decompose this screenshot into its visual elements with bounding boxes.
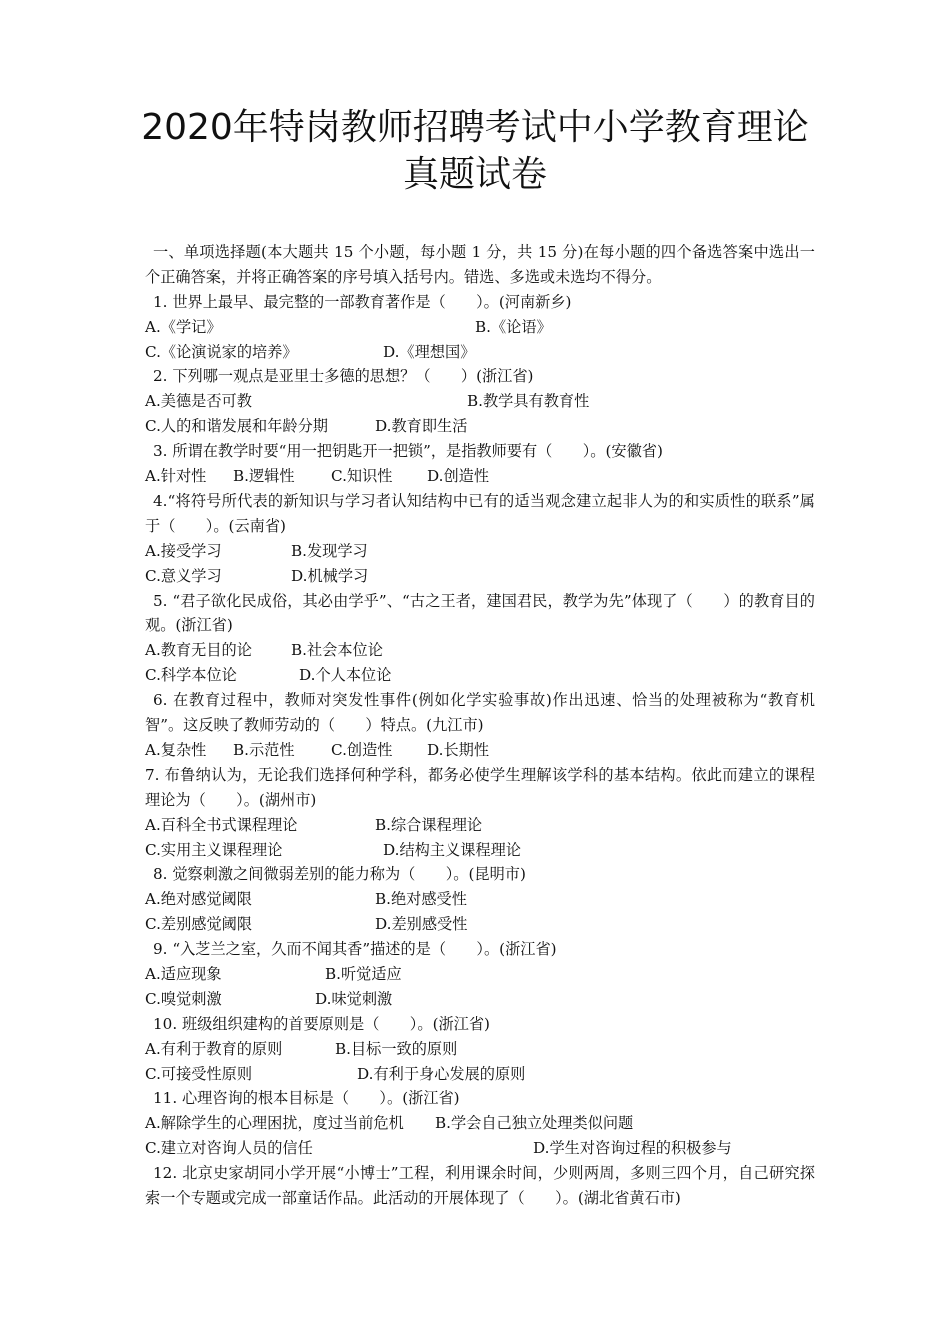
option-c: C.嗅觉刺激 (145, 989, 222, 1008)
option-c: C.《论演说家的培养》 (145, 342, 298, 361)
option-a: A.有利于教育的原则 (145, 1039, 283, 1058)
option-b: B.示范性 (233, 740, 295, 759)
question-stem: 11. 心理咨询的根本目标是（ ）。(浙江省) (153, 1089, 460, 1108)
option-d: D.有利于身心发展的原则 (357, 1064, 526, 1083)
question-stem: 3. 所谓在教学时要“用一把钥匙开一把锁”，是指教师要有（ ）。(安徽省) (153, 442, 663, 461)
question-options (145, 340, 815, 365)
exam-content (145, 240, 815, 1211)
question-options (145, 987, 815, 1012)
option-b: B.目标一致的原则 (335, 1039, 458, 1058)
question-options (145, 1111, 815, 1136)
question-options (145, 389, 815, 414)
option-c: C.科学本位论 (145, 666, 237, 685)
option-a: A.接受学习 (145, 541, 222, 560)
option-a: A.绝对感觉阈限 (145, 890, 252, 909)
option-a: A.复杂性 (145, 740, 207, 759)
option-a: A.百科全书式课程理论 (145, 815, 298, 834)
option-d: D.教育即生活 (375, 417, 468, 436)
option-a: A.美德是否可教 (145, 392, 252, 411)
question-options (145, 414, 815, 439)
option-c: C.差别感觉阈限 (145, 915, 253, 934)
option-c: C.人的和谐发展和年龄分期 (145, 417, 328, 436)
question-options (145, 838, 815, 863)
question-options (145, 738, 815, 763)
question-options (145, 962, 815, 987)
option-d: D.个人本位论 (299, 666, 392, 685)
question-stem: 4.“将符号所代表的新知识与学习者认知结构中已有的适当观念建立起非人为的和实质性的联系”属于（ ）。(云南省) (145, 491, 815, 535)
option-c: C.实用主义课程理论 (145, 840, 283, 859)
option-d: D.长期性 (427, 740, 490, 759)
option-b: B.逻辑性 (233, 467, 295, 486)
option-c: C.知识性 (331, 467, 393, 486)
option-b: B.教学具有教育性 (467, 392, 590, 411)
option-c: C.可接受性原则 (145, 1064, 253, 1083)
option-c: C.创造性 (331, 740, 393, 759)
question-stem: 10. 班级组织建构的首要原则是（ ）。(浙江省) (153, 1014, 490, 1033)
option-d: D.味觉刺激 (315, 989, 393, 1008)
page-title-line-2: 真题试卷 (402, 154, 547, 195)
option-c: C.意义学习 (145, 566, 222, 585)
option-b: B.发现学习 (291, 541, 368, 560)
option-d: D.机械学习 (291, 566, 369, 585)
question-stem: 1. 世界上最早、最完整的一部教育著作是（ ）。(河南新乡) (153, 292, 572, 311)
option-a: A.适应现象 (145, 964, 222, 983)
question-stem: 7. 布鲁纳认为，无论我们选择何种学科，都务必使学生理解该学科的基本结构。依此而建立的课程理论为（ ）。(湖州市) (145, 765, 815, 809)
option-b: B.综合课程理论 (375, 815, 483, 834)
question-options (145, 564, 815, 589)
option-c: C.建立对咨询人员的信任 (145, 1139, 313, 1158)
option-d: D.创造性 (427, 467, 490, 486)
question-stem: 5. “君子欲化民成俗，其必由学乎”、“古之王者，建国君民，教学为先”体现了（ ）的教育目的观。(浙江省) (145, 591, 815, 635)
question-options (145, 539, 815, 564)
question-options (145, 663, 815, 688)
question-stem: 6. 在教育过程中，教师对突发性事件(例如化学实验事故)作出迅速、恰当的处理被称为“教育机智”。这反映了教师劳动的（ ）特点。(九江市) (145, 691, 815, 735)
question-options (145, 912, 815, 937)
question-options (145, 813, 815, 838)
question-stem: 9. “入芝兰之室，久而不闻其香”描述的是（ ）。(浙江省) (153, 940, 557, 959)
option-b: B.听觉适应 (325, 964, 402, 983)
option-b: B.学会自己独立处理类似问题 (435, 1114, 634, 1133)
option-a: A.教育无目的论 (145, 641, 252, 660)
question-stem: 2. 下列哪一观点是亚里士多德的思想？（ ）(浙江省) (153, 367, 534, 386)
question-options (145, 1037, 815, 1062)
option-b: B.《论语》 (475, 317, 552, 336)
question-options (145, 464, 815, 489)
option-d: D.《理想国》 (383, 342, 476, 361)
option-d: D.差别感受性 (375, 915, 468, 934)
page-title-line-1: 2020年特岗教师招聘考试中小学教育理论 (141, 107, 809, 148)
option-b: B.绝对感受性 (375, 890, 467, 909)
question-options (145, 1062, 815, 1087)
section-instructions: 一、单项选择题(本大题共 15 个小题，每小题 1 分，共 15 分)在每小题的四个备选答案中选出一个正确答案，并将正确答案的序号填入括号内。错选、多选或未选均不得分。 (145, 243, 815, 286)
question-stem: 12. 北京史家胡同小学开展“小博士”工程，利用课余时间，少则两周，多则三四个月，自己研究探索一个专题或完成一部童话作品。此活动的开展体现了（ ）。(湖北省黄石市) (145, 1164, 815, 1208)
option-b: B.社会本位论 (291, 641, 383, 660)
option-a: A.《学记》 (145, 317, 222, 336)
question-stem: 8. 觉察刺激之间微弱差别的能力称为（ ）。(昆明市) (153, 865, 526, 884)
question-options (145, 638, 815, 663)
option-a: A.解除学生的心理困扰，度过当前危机 (145, 1114, 404, 1133)
option-a: A.针对性 (145, 467, 207, 486)
question-options (145, 887, 815, 912)
question-options (145, 1136, 815, 1161)
option-d: D.结构主义课程理论 (383, 840, 521, 859)
option-d: D.学生对咨询过程的积极参与 (533, 1139, 732, 1158)
question-options (145, 315, 815, 340)
